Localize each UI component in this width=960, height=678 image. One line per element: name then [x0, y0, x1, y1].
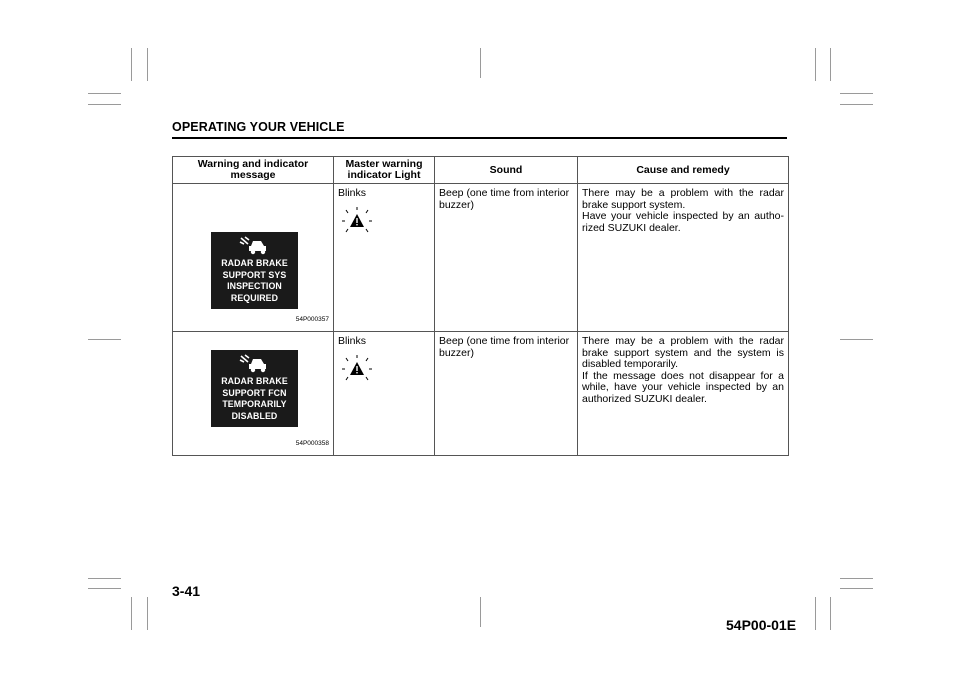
document-code: 54P00-01E [726, 617, 797, 633]
crop-mark [840, 588, 873, 589]
crop-mark [840, 339, 873, 340]
table-row [173, 184, 789, 332]
message-image-cell [173, 184, 334, 332]
info-display-panel [211, 350, 298, 427]
master-warning-triangle-icon [340, 354, 374, 384]
section-title: OPERATING YOUR VEHICLE [172, 120, 345, 134]
master-warning-triangle-icon [340, 206, 374, 236]
display-message: RADAR BRAKE SUPPORT SYS INSPECTION REQUIRED [221, 258, 288, 303]
crop-mark [830, 48, 831, 81]
crop-mark [840, 104, 873, 105]
warning-table [172, 156, 789, 456]
crop-mark [840, 93, 873, 94]
crop-mark [480, 48, 481, 78]
figure-code: 54P000357 [295, 315, 329, 323]
radar-brake-car-icon [239, 236, 271, 256]
crop-mark [480, 597, 481, 627]
crop-mark [88, 588, 121, 589]
crop-mark [88, 104, 121, 105]
col-header-cause: Cause and remedy [578, 157, 789, 184]
figure-code: 54P000358 [295, 439, 329, 447]
header-rule [172, 137, 787, 139]
table-row [173, 332, 789, 456]
crop-mark [840, 578, 873, 579]
crop-mark [88, 578, 121, 579]
col-header-sound: Sound [435, 157, 578, 184]
message-image-cell [173, 332, 334, 456]
crop-mark [131, 48, 132, 81]
indicator-cell [334, 332, 435, 456]
table-header-row [173, 157, 789, 184]
crop-mark [88, 339, 121, 340]
info-display-panel [211, 232, 298, 309]
crop-mark [815, 597, 816, 630]
display-message: RADAR BRAKE SUPPORT FCN TEMPORARILY DISABLED [221, 376, 288, 421]
page-number: 3-41 [172, 583, 201, 599]
crop-mark [147, 48, 148, 81]
crop-mark [88, 93, 121, 94]
cause-cell: There may be a problem with the radar brake support system and the system is disabled temporarily. If the message does not disappear for a while, have your vehicle inspected by an authorized SUZUKI dealer. [578, 332, 789, 456]
radar-brake-car-icon [239, 354, 271, 374]
sound-cell: Beep (one time from interior buzzer) [435, 332, 578, 456]
indicator-status: Blinks [338, 335, 367, 347]
sound-cell: Beep (one time from interior buzzer) [435, 184, 578, 332]
indicator-cell [334, 184, 435, 332]
crop-mark [830, 597, 831, 630]
crop-mark [815, 48, 816, 81]
indicator-status: Blinks [338, 187, 367, 199]
col-header-message: Warning and indicator message [173, 157, 334, 184]
crop-mark [131, 597, 132, 630]
crop-mark [147, 597, 148, 630]
col-header-indicator: Master warning indicator Light [334, 157, 435, 184]
cause-cell: There may be a problem with the radar brake support system. Have your vehicle inspected by an autho-rized SUZUKI dealer. [578, 184, 789, 332]
